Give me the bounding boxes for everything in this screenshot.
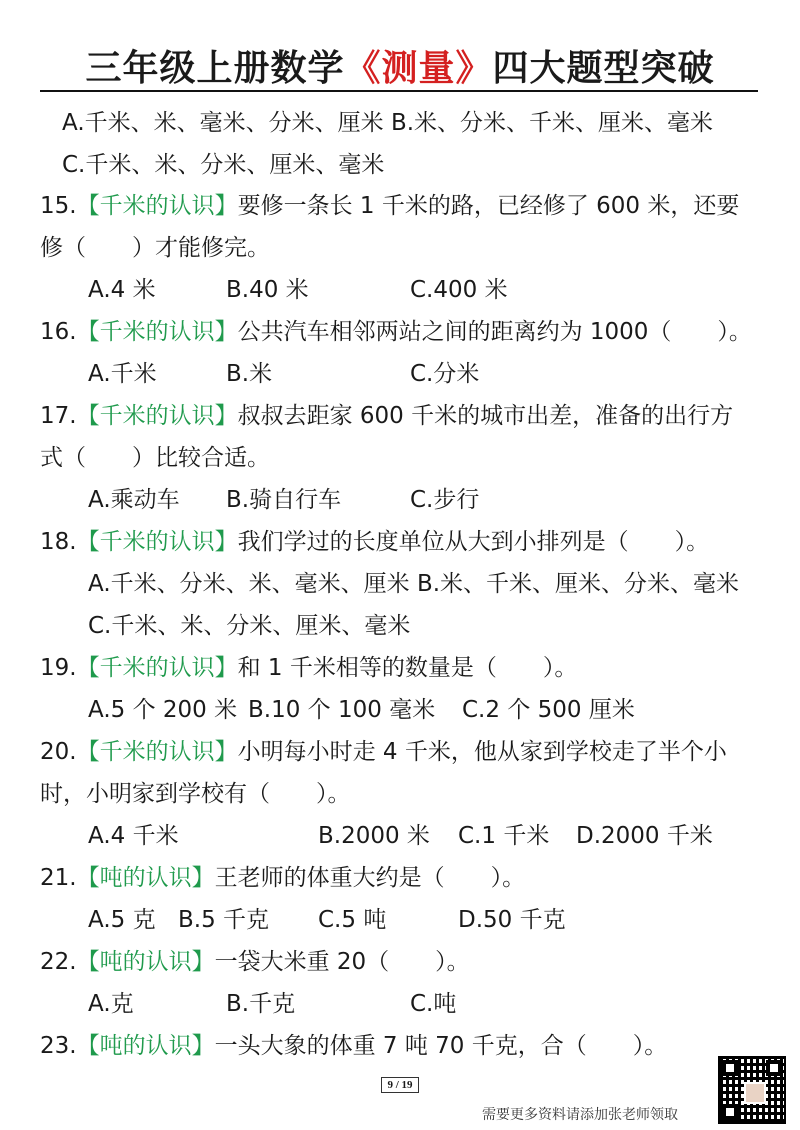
question-topic-tag: 【吨的认识】 [76,949,215,975]
option-a: A.4 千米 [88,823,179,849]
page-title [0,40,800,91]
question-number: 21. [40,865,77,891]
title-part-red: 《测量》 [344,48,493,89]
option-a: A.5 克 [88,907,156,933]
option-a: A.乘动车 [88,487,180,513]
question-19 [40,649,577,682]
option-b: B.千克 [226,991,296,1017]
option-c: C.1 千米 [458,823,550,849]
question-topic-tag: 【千米的认识】 [76,529,238,555]
question-22 [40,943,470,976]
question-15 [40,187,739,220]
option-b: B.骑自行车 [226,487,342,513]
option-a: A.5 个 200 米 [88,697,238,723]
question-17-continuation: 式（ ）比较合适。 [40,445,270,471]
option-c: C.步行 [410,487,480,513]
question-text: 和 1 千米相等的数量是（ ）。 [237,655,578,681]
question-16 [40,313,752,346]
qr-finder-top-right [766,1060,782,1076]
page-number: 9 / 19 [381,1077,419,1093]
question-number: 22. [40,949,77,975]
question-number: 19. [40,655,77,681]
question-number: 15. [40,193,77,219]
question-17 [40,397,733,430]
question-topic-tag: 【千米的认识】 [76,193,238,219]
question-number: 20. [40,739,77,765]
option-a: A.克 [88,991,134,1017]
qr-finder-bottom-left [722,1104,738,1120]
option-c: C.400 米 [410,277,508,303]
question-15-continuation: 修（ ）才能修完。 [40,235,270,261]
option-b: B.40 米 [226,277,309,303]
question-text: 一袋大米重 20（ ）。 [214,949,470,975]
option-b: B.10 个 100 毫米 [248,697,436,723]
question-text: 小明每小时走 4 千米，他从家到学校走了半个小 [237,739,727,765]
question-18 [40,523,709,556]
question-20-continuation: 时，小明家到学校有（ ）。 [40,781,351,807]
question-20 [40,733,727,766]
option-a: A.千米 [88,361,157,387]
option-c: C.2 个 500 厘米 [462,697,635,723]
title-part-2: 四大题型突破 [492,48,715,89]
question-topic-tag: 【千米的认识】 [76,655,238,681]
question-topic-tag: 【千米的认识】 [76,319,238,345]
carryover-options-row2: C.千米、米、分米、厘米、毫米 [62,152,385,178]
option-b: B.2000 米 [318,823,430,849]
option-b: B.米 [226,361,273,387]
question-text: 要修一条长 1 千米的路，已经修了 600 米，还要 [237,193,740,219]
question-text: 王老师的体重大约是（ ）。 [214,865,526,891]
question-topic-tag: 【千米的认识】 [76,739,238,765]
qr-finder-top-left [722,1060,738,1076]
question-topic-tag: 【吨的认识】 [76,865,215,891]
question-text: 叔叔去距家 600 千米的城市出差，准备的出行方 [237,403,734,429]
question-text: 公共汽车相邻两站之间的距离约为 1000（ ）。 [237,319,752,345]
carryover-options-row1: A.千米、米、毫米、分米、厘米 B.米、分米、千米、厘米、毫米 [62,110,714,136]
qr-code-icon [718,1056,786,1124]
question-topic-tag: 【吨的认识】 [76,1033,215,1059]
footer-note: 需要更多资料请添加张老师领取 [482,1107,678,1123]
option-c: C.分米 [410,361,480,387]
qr-avatar-icon [744,1082,766,1104]
option-a: A.4 米 [88,277,156,303]
question-18-options-row1: A.千米、分米、米、毫米、厘米 B.米、千米、厘米、分米、毫米 [88,571,740,597]
question-text: 我们学过的长度单位从大到小排列是（ ）。 [237,529,710,555]
question-topic-tag: 【千米的认识】 [76,403,238,429]
question-number: 23. [40,1033,77,1059]
question-21 [40,859,525,892]
question-text: 一头大象的体重 7 吨 70 千克，合（ ）。 [214,1033,668,1059]
question-number: 17. [40,403,77,429]
title-underline [40,90,758,92]
question-number: 18. [40,529,77,555]
option-c: C.5 吨 [318,907,387,933]
option-d: D.50 千克 [458,907,566,933]
option-c: C.吨 [410,991,457,1017]
question-18-options-row2: C.千米、米、分米、厘米、毫米 [88,613,411,639]
title-part-1: 三年级上册数学 [85,48,345,89]
question-number: 16. [40,319,77,345]
option-b: B.5 千克 [178,907,270,933]
option-d: D.2000 千米 [576,823,713,849]
question-23 [40,1027,667,1060]
